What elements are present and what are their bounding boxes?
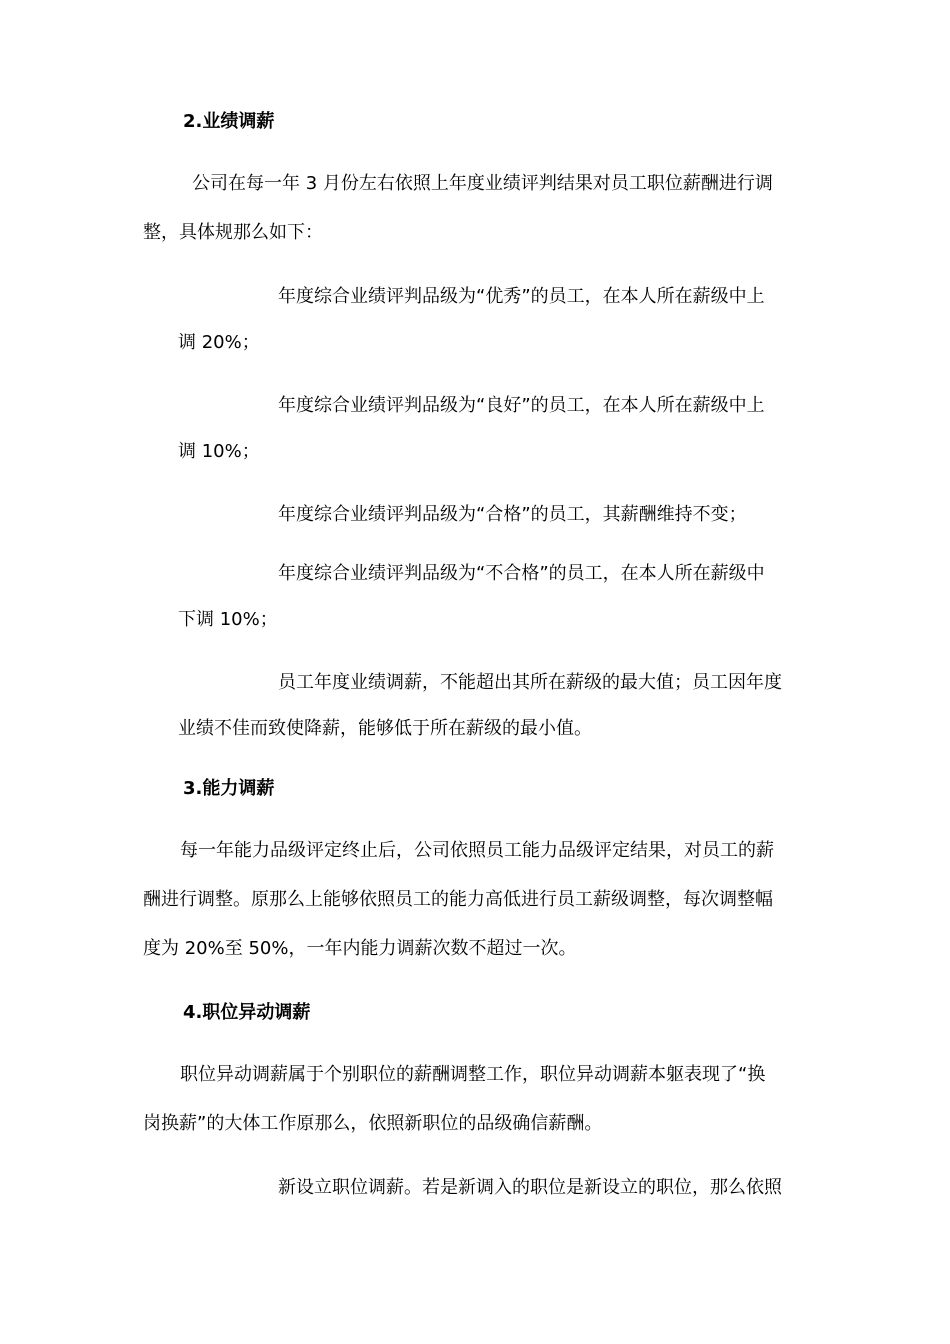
paragraph-line: 酬进行调整。原那么上能够依照员工的能力高低进行员工薪级调整，每次调整幅: [143, 889, 773, 910]
paragraph-line: 下调 10%；: [178, 609, 278, 630]
paragraph-line: 年度综合业绩评判品级为“优秀”的员工，在本人所在薪级中上: [278, 286, 765, 307]
paragraph-line: 度为 20%至 50%，一年内能力调薪次数不超过一次。: [143, 938, 577, 959]
paragraph-line: 调 20%；: [178, 332, 260, 353]
paragraph-line: 公司在每一年 3 月份左右依照上年度业绩评判结果对员工职位薪酬进行调: [192, 173, 773, 194]
section-heading-ability: 3.能力调薪: [183, 778, 275, 799]
paragraph-line: 年度综合业绩评判品级为“良好”的员工，在本人所在薪级中上: [278, 395, 765, 416]
paragraph-line: 每一年能力品级评定终止后，公司依照员工能力品级评定结果，对员工的薪: [180, 840, 774, 861]
paragraph-line: 整，具体规那么如下：: [143, 222, 323, 243]
section-heading-position-change: 4.职位异动调薪: [183, 1002, 311, 1023]
paragraph-line: 岗换薪”的大体工作原那么，依照新职位的品级确信薪酬。: [143, 1113, 603, 1134]
paragraph-line: 新设立职位调薪。若是新调入的职位是新设立的职位，那么依照: [278, 1177, 782, 1198]
paragraph-line: 职位异动调薪属于个别职位的薪酬调整工作，职位异动调薪本躯表现了“换: [180, 1064, 766, 1085]
section-heading-performance: 2.业绩调薪: [183, 111, 275, 132]
paragraph-line: 业绩不佳而致使降薪，能够低于所在薪级的最小值。: [178, 718, 592, 739]
paragraph-line: 年度综合业绩评判品级为“合格”的员工，其薪酬维持不变；: [278, 504, 747, 525]
paragraph-line: 年度综合业绩评判品级为“不合格”的员工，在本人所在薪级中: [278, 563, 765, 584]
paragraph-line: 员工年度业绩调薪，不能超出其所在薪级的最大值；员工因年度: [278, 672, 782, 693]
paragraph-line: 调 10%；: [178, 441, 260, 462]
